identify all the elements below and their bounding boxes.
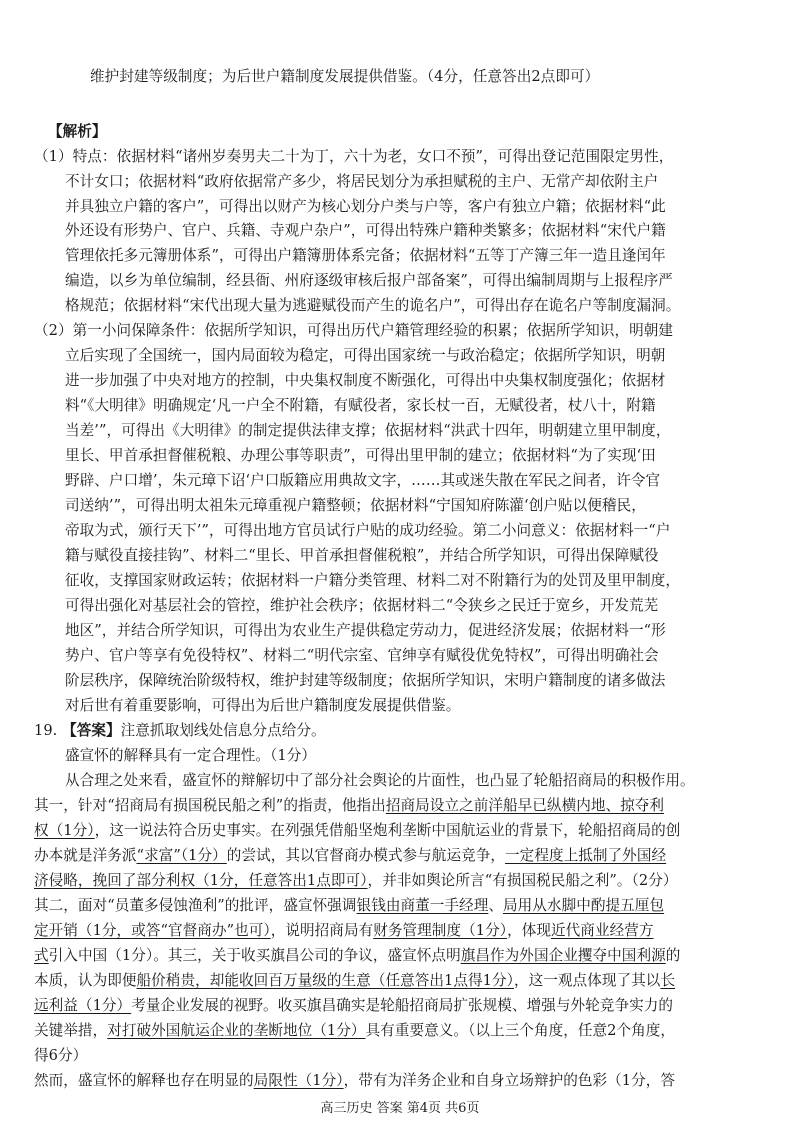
text-segment: 具有重要意义。（以上三个角度，任意2个角度， <box>365 1022 676 1039</box>
underlined-key-point: 船价稍贵，却能收回百万量级的生意（任意答出1点得1分） <box>136 972 514 989</box>
text-line: 司送纳’”，可得出明太祖朱元璋重视户籍整顿；依据材料“宁国知府陈灌‘创户贴以便稽民， <box>65 497 646 514</box>
page-footer: 高三历史 答案 第4页 共6页 <box>320 1101 480 1116</box>
text-line <box>34 820 680 842</box>
text-segment: ，带有为洋务企业和自身立场辩护的色彩（1分，答 <box>343 1072 676 1089</box>
text-line <box>34 920 654 942</box>
underlined-key-point: 长 <box>660 972 676 989</box>
text-line: 当差’”，可得出《大明律》的制定提供法律支撑；依据材料“洪武十四年，明朝建立里甲制度， <box>65 422 671 439</box>
text-line: 得6分） <box>34 1047 88 1064</box>
underlined-key-point: 局用从水脚中酌提五厘包 <box>503 897 665 914</box>
text-line: 可得出强化对基层社会的管控，维护社会秩序；依据材料二“令狭乡之民迁于宽乡，开发荒芜 <box>65 597 659 614</box>
text-segment: ，说明招商局有 <box>270 922 374 939</box>
answer-tag: 【答案】 <box>62 722 121 739</box>
text-segment: 考量企业发展的视野。收买旗昌确实是轮船招商局扩张规模、增强与外轮竞争实力的 <box>131 997 674 1014</box>
text-segment: ，这一观点体现了其以 <box>513 972 661 989</box>
text-line: 进一步加强了中央对地方的控制，中央集权制度不断强化，可得出中央集权制度强化；依据材 <box>65 372 666 389</box>
text-line <box>34 795 664 817</box>
text-line <box>34 970 675 992</box>
underlined-key-point: 招商局设立之前洋船早已纵横内地、掠夺利 <box>385 797 665 814</box>
q19-intro: 从合理之处来看，盛宣怀的辩解切中了部分社会舆论的片面性，也凸显了轮船招商局的积极作用。 <box>65 772 695 789</box>
text-segment: 、 <box>488 897 503 914</box>
text-segment: 关键举措， <box>34 1022 108 1039</box>
underlined-key-point: 旗昌作为外国企业攫夺中国利源 <box>460 947 666 964</box>
text-line <box>34 870 677 892</box>
text-line: 征收，支撑国家财政运转；依据材料一户籍分类管理、材料二对不附籍行为的处罚及里甲制度， <box>65 572 681 589</box>
text-line <box>34 1020 675 1042</box>
text-line <box>34 995 673 1017</box>
text-line: （2）第一小问保障条件：依据所学知识，可得出历代户籍管理经验的积累；依据所学知识，明朝建 <box>34 322 674 339</box>
text-line: 籍与赋役直接挂钩”、材料二“里长、甲首承担督催税粮”，并结合所学知识，可得出保障赋役 <box>65 547 659 564</box>
text-line: 外还设有形势户、官户、兵籍、寺观户杂户”，可得出特殊户籍种类繁多；依据材料“宋代户籍 <box>65 222 666 239</box>
underlined-key-point: 近代商业经营方 <box>551 922 654 939</box>
text-segment: 其二，面对“员董多侵蚀渔利”的批评，盛宣怀强调 <box>34 897 357 914</box>
text-line: 格规范；依据材料“宋代出现大量为逃避赋役而产生的诡名户”，可得出存在诡名户等制度漏洞。 <box>65 297 681 314</box>
text-segment: 引入中国（1分）。其三，关于收买旗昌公司的争议，盛宣怀点明 <box>48 947 461 964</box>
text-segment: ，并非如舆论所言“有损国税民船之利”。（2分） <box>367 872 678 889</box>
text-segment: 本质，认为即便 <box>34 972 137 989</box>
text-line: 势户、官户等享有免役特权”、材料二“明代宗室、官绅享有赋役优免特权”，可得出明确社会 <box>65 647 659 664</box>
text-segment: 其一，针对“招商局有损国税民船之利”的指责，他指出 <box>34 797 386 814</box>
underlined-key-point: 远利益（1分） <box>34 997 132 1014</box>
text-line <box>34 845 666 867</box>
text-line: 管理依托多元簿册体系”，可得出户籍簿册体系完备；依据材料“五等丁产簿三年一造且逢闰年 <box>65 247 666 264</box>
underlined-key-point: 式 <box>34 947 49 964</box>
underlined-key-point: 一定程度上抵制了外国经 <box>505 847 667 864</box>
text-segment: 的 <box>665 947 681 964</box>
text-line <box>34 1070 675 1092</box>
underlined-key-point: 济侵略，挽回了部分利权（1分，任意答出1点即可） <box>34 872 368 889</box>
text-line: 地区”，并结合所学知识，可得出为农业生产提供稳定劳动力，促进经济发展；依据材料一“形 <box>65 622 666 639</box>
underlined-key-point: 权（1分） <box>34 822 95 839</box>
text-line: 编造，以乡为单位编制，经县衙、州府逐级审核后报户部备案”，可得出编制周期与上报程序严 <box>65 272 673 289</box>
text-line: （1）特点：依据材料“诸州岁奏男夫二十为丁，六十为老，女口不预”，可得出登记范围限定男性， <box>34 148 674 165</box>
text-line: 野辟、户口增’，朱元璋下诏‘户口版籍应用典故文字，……其或迷失散在军民之间者，许令官 <box>65 472 661 489</box>
underlined-key-point: 定开销（1分，或答“官督商办”也可） <box>34 922 271 939</box>
text-line: 里长、甲首承担督催税粮、办理公事等职责”，可得出里甲制的建立；依据材料“为了实现‘田 <box>65 447 656 464</box>
question-number: 19. <box>34 722 58 739</box>
text-segment: 然而，盛宣怀的解释也存在明显的 <box>34 1072 254 1089</box>
text-segment: 办本就是洋务派 <box>34 847 137 864</box>
text-line <box>34 945 680 967</box>
text-segment: ，这一说法符合历史事实。在列强凭借船坚炮利垄断中国航运业的背景下，轮船招商局的创 <box>94 822 681 839</box>
grading-instruction: 注意抓取划线处信息分点给分。 <box>120 722 326 739</box>
text-line: 帝取为式，颁行天下’”，可得出地方官员试行户贴的成功经验。第二小问意义：依据材料一“户 <box>65 522 671 539</box>
text-segment: ，体现 <box>507 922 552 939</box>
underlined-key-point: 局限性（1分） <box>253 1072 344 1089</box>
underlined-key-point: 对打破外国航运企业的垄断地位（1分） <box>107 1022 366 1039</box>
underlined-key-point: “求富”（1分） <box>136 847 227 864</box>
text-line: 立后实现了全国统一，国内局面较为稳定，可得出国家统一与政治稳定；依据所学知识，明朝 <box>65 347 666 364</box>
text-segment: 的尝试，其以官督商办模式参与航运竞争， <box>226 847 506 864</box>
question-19-header <box>34 720 326 742</box>
underlined-key-point: 财务管理制度（1分） <box>373 922 508 939</box>
underlined-key-point: 银钱由商董一手经理 <box>356 897 489 914</box>
text-line: 料“《大明律》明确规定‘凡一户全不附籍，有赋役者，家长杖一百，无赋役者，杖八十，附籍 <box>65 397 656 414</box>
q19-claim: 盛宣怀的解释具有一定合理性。（1分） <box>65 747 316 764</box>
top-answer-line: 维护封建等级制度；为后世户籍制度发展提供借鉴。（4分，任意答出2点即可） <box>90 68 600 85</box>
text-line: 并具独立户籍的客户”，可得出以财产为核心划分户类与户等，客户有独立户籍；依据材料“此 <box>65 198 666 215</box>
text-line: 不计女口；依据材料“政府依据常产多少，将居民划分为承担赋税的主户、无常产却依附主户 <box>65 173 659 190</box>
text-line: 对后世有着重要影响，可得出为后世户籍制度发展提供借鉴。 <box>65 697 461 714</box>
analysis-heading: 【解析】 <box>48 123 107 140</box>
text-line: 阶层秩序，保障统治阶级特权，维护封建等级制度；依据所学知识，宋明户籍制度的诸多做法 <box>65 672 666 689</box>
text-line <box>34 895 664 917</box>
